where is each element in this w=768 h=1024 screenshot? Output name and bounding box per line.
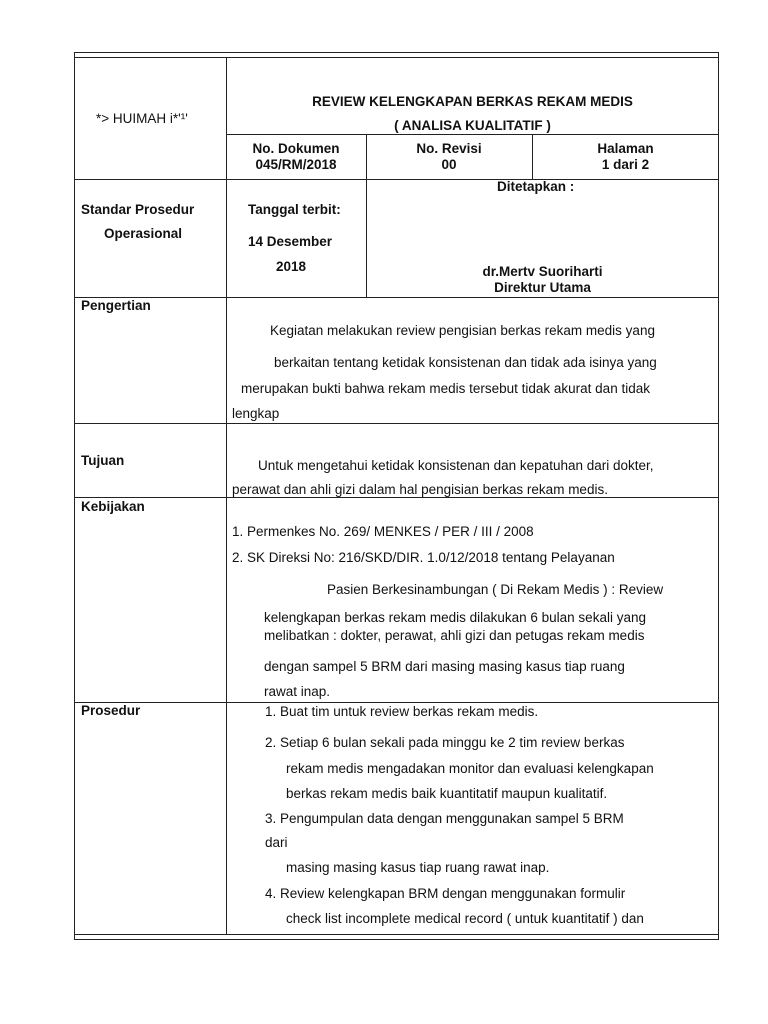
- row-divider: [74, 179, 719, 180]
- pengertian-line: berkaitan tentang ketidak konsistenan dan tidak ada isinya yang: [274, 355, 657, 370]
- prosedur-line: 1. Buat tim untuk review berkas rekam medis.: [265, 704, 539, 719]
- page-value: 1 dari 2: [601, 157, 650, 172]
- revision-label: No. Revisi: [416, 141, 482, 156]
- prosedur-line: 2. Setiap 6 bulan sekali pada minggu ke 2 tim review berkas: [265, 735, 625, 750]
- section-label-pengertian: Pengertian: [81, 298, 151, 313]
- prosedur-line: check list incomplete medical record ( untuk kuantitatif ) dan: [286, 911, 644, 926]
- doc-number-value: 045/RM/2018: [255, 157, 337, 172]
- pengertian-line: lengkap: [232, 406, 280, 421]
- page-label: Halaman: [597, 141, 654, 156]
- doc-number-label: No. Dokumen: [252, 141, 340, 156]
- prosedur-line: 3. Pengumpulan data dengan menggunakan sampel 5 BRM: [265, 811, 624, 826]
- issue-date-label: Tanggal terbit:: [248, 202, 341, 217]
- hospital-name: *> HUIMAH i*'¹': [96, 111, 188, 126]
- section-label-prosedur: Prosedur: [81, 703, 141, 718]
- kebijakan-line: melibatkan : dokter, perawat, ahli gizi dan petugas rekam medis: [264, 628, 645, 643]
- document-subtitle: ( ANALISA KUALITATIF ): [394, 118, 551, 133]
- kebijakan-line: 1. Permenkes No. 269/ MENKES / PER / III / 2008: [232, 524, 534, 539]
- row-divider: [74, 702, 719, 703]
- revision-value: 00: [441, 157, 457, 172]
- spo-label-2: Operasional: [104, 226, 183, 241]
- kebijakan-line: Pasien Berkesinambungan ( Di Rekam Medis ) : Review: [327, 582, 664, 597]
- row-divider: [74, 423, 719, 424]
- row-divider: [226, 134, 719, 135]
- kebijakan-line: dengan sampel 5 BRM dari masing masing kasus tiap ruang: [264, 659, 625, 674]
- tujuan-line: Untuk mengetahui ketidak konsistenan dan kepatuhan dari dokter,: [258, 458, 654, 473]
- pengertian-line: merupakan bukti bahwa rekam medis tersebut tidak akurat dan tidak: [241, 381, 650, 396]
- row-divider: [74, 297, 719, 298]
- pengertian-line: Kegiatan melakukan review pengisian berkas rekam medis yang: [270, 323, 655, 338]
- spo-label: Standar Prosedur: [81, 202, 195, 217]
- signer-title: Direktur Utama: [494, 280, 591, 295]
- prosedur-line: 4. Review kelengkapan BRM dengan menggunakan formulir: [265, 886, 626, 901]
- column-divider: [226, 57, 227, 935]
- section-label-kebijakan: Kebijakan: [81, 499, 145, 514]
- prosedur-line: masing masing kasus tiap ruang rawat inap.: [286, 860, 550, 875]
- kebijakan-line: rawat inap.: [264, 684, 331, 699]
- tujuan-line: perawat dan ahli gizi dalam hal pengisian berkas rekam medis.: [232, 482, 608, 497]
- kebijakan-line: kelengkapan berkas rekam medis dilakukan 6 bulan sekali yang: [264, 610, 646, 625]
- section-label-tujuan: Tujuan: [81, 453, 125, 468]
- prosedur-line: dari: [265, 835, 288, 850]
- prosedur-line: berkas rekam medis baik kuantitatif maupun kualitatif.: [286, 786, 608, 801]
- document-title: REVIEW KELENGKAPAN BERKAS REKAM MEDIS: [312, 94, 633, 109]
- issue-date-line2: 2018: [276, 259, 307, 274]
- prosedur-line: rekam medis mengadakan monitor dan evaluasi kelengkapan: [286, 761, 654, 776]
- signer-name: dr.Mertv Suoriharti: [482, 264, 603, 279]
- issue-date-line1: 14 Desember: [248, 234, 333, 249]
- kebijakan-line: 2. SK Direksi No: 216/SKD/DIR. 1.0/12/2018 tentang Pelayanan: [232, 550, 615, 565]
- established-label: Ditetapkan :: [497, 179, 575, 194]
